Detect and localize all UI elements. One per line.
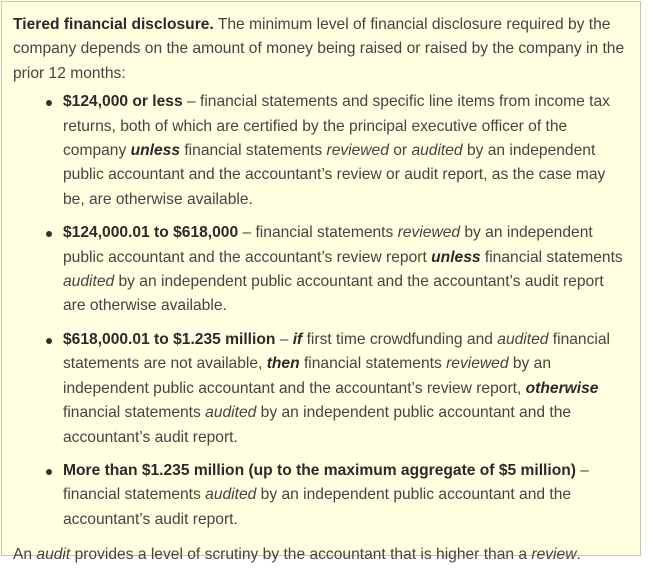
tier-range: $124,000.01 to $618,000: [63, 224, 239, 242]
financial-disclosure-callout: [1, 1, 641, 564]
tier-list: [13, 90, 629, 532]
bullet-icon: [46, 100, 52, 106]
tier-text: by an independent public accountant and the accountant’s review report: [63, 224, 593, 266]
tier-item-3: [63, 328, 629, 450]
tier-keyword: unless: [130, 142, 181, 160]
closing-text: .: [576, 546, 581, 564]
tier-range: $124,000 or less: [63, 93, 183, 111]
tier-text: financial statements: [180, 142, 327, 160]
tier-keyword: unless: [431, 248, 481, 266]
tier-italic: reviewed: [446, 355, 509, 373]
tier-text: –: [275, 330, 293, 348]
bullet-icon: [46, 231, 52, 237]
tier-text: by an independent public accountant and the accountant’s review report,: [63, 355, 551, 397]
tier-text: – financial statements and specific line items from income tax returns, both of which are certified by the principal executive officer of the company: [63, 93, 610, 160]
closing-italic: review: [531, 546, 577, 564]
tier-italic: reviewed: [397, 224, 461, 242]
tier-keyword: then: [266, 355, 300, 373]
tier-item-1: [63, 90, 629, 212]
tier-item-2: [63, 221, 629, 319]
tier-range: More than $1.235 million (up to the maximum aggregate of $5 million): [63, 461, 576, 479]
tier-range: $618,000.01 to $1.235 million: [63, 330, 276, 348]
tier-text: by an independent public accountant and the accountant’s audit report are otherwise available.: [63, 273, 604, 315]
tier-keyword: if: [292, 330, 303, 348]
closing-italic: audit: [36, 546, 71, 564]
tier-text: by an independent public accountant and the accountant’s review or audit report, as the case may be, are otherwise available.: [63, 142, 606, 208]
tier-item-4: [63, 459, 629, 532]
tier-text: financial statements: [299, 355, 447, 373]
bullet-icon: [46, 469, 52, 475]
tier-text: by an independent public accountant and the accountant’s audit report.: [63, 486, 572, 528]
tier-text: – financial statements: [63, 461, 589, 504]
tier-keyword: otherwise: [525, 379, 599, 397]
bullet-icon: [46, 338, 52, 344]
tier-text: financial statements: [480, 248, 623, 266]
intro-paragraph: [13, 13, 629, 86]
tier-italic: audited: [63, 273, 115, 291]
tier-text: first time crowdfunding and: [302, 330, 498, 348]
closing-text: provides a level of scrutiny by the accountant that is higher than a: [70, 546, 532, 564]
tier-italic: audited: [205, 404, 257, 422]
tier-text: or: [388, 142, 412, 160]
intro-heading: Tiered financial disclosure.: [13, 16, 214, 33]
closing-paragraph: [13, 543, 629, 567]
tier-italic: audited: [497, 330, 549, 348]
tier-italic: reviewed: [326, 142, 389, 160]
tier-text: – financial statements: [238, 224, 398, 242]
tier-text: financial statements are not available,: [63, 330, 610, 373]
intro-text: The minimum level of financial disclosure required by the company depends on the amount of money being raised or raised by the company in the prior 12 months:: [13, 16, 625, 82]
closing-text: An: [13, 546, 37, 564]
tier-italic: audited: [411, 142, 463, 160]
tier-text: by an independent public accountant and the accountant’s audit report.: [63, 404, 572, 446]
tier-italic: audited: [205, 486, 257, 504]
tier-text: financial statements: [63, 404, 206, 422]
